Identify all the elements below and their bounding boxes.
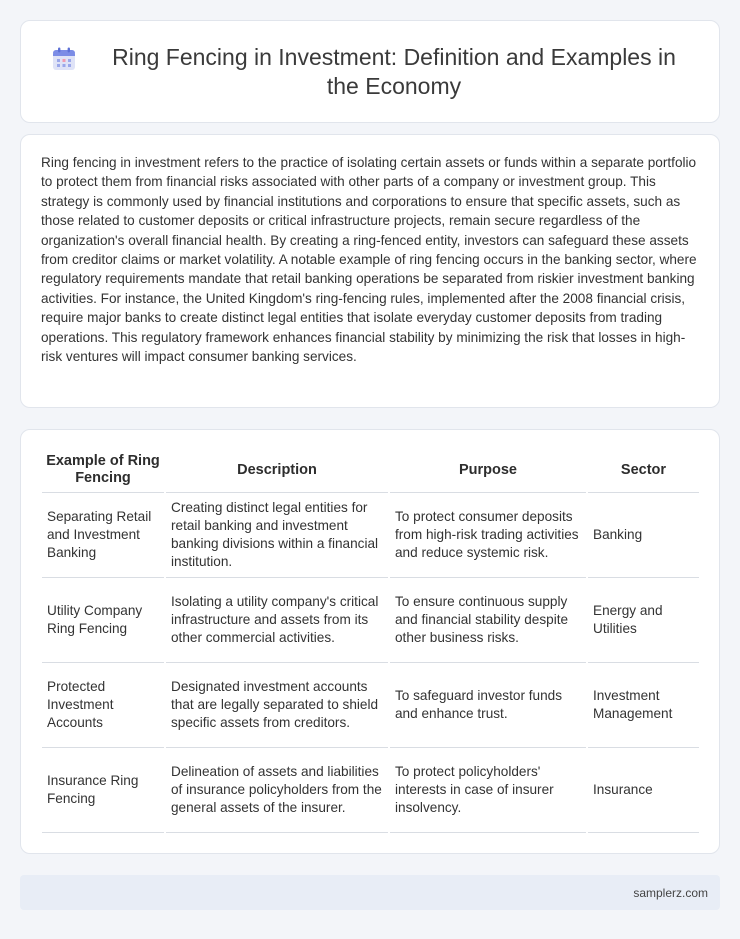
- calendar-icon: [51, 46, 77, 72]
- table-card: [20, 429, 720, 854]
- table-cell-purpose: To protect consumer deposits from high-risk trading activities and reduce systemic risk.: [389, 492, 587, 577]
- column-header: Sector: [587, 449, 699, 492]
- table-cell-description: Isolating a utility company's critical infrastructure and assets from its other commercial activities.: [165, 577, 389, 662]
- intro-paragraph: Ring fencing in investment refers to the practice of isolating certain assets or funds within a separate portfolio to protect them from financial risks associated with other parts of a company or investment group. This strategy is commonly used by financial institutions and corporations to ensure that specific assets, such as those related to customer deposits or critical infrastructure projects, remain secure regardless of the organization's overall financial health. By creating a ring-fenced entity, investors can safeguard these assets from creditor claims or market volatility. A notable example of ring fencing occurs in the banking sector, where regulatory requirements mandate that retail banking operations be separated from riskier investment banking activities. For instance, the United Kingdom's ring-fencing rules, implemented after the 2008 financial crisis, require major banks to create distinct legal entities that isolate everyday customer deposits from trading operations. This regulatory framework enhances financial stability by minimizing the risk that losses in high-risk ventures will impact consumer banking services.: [41, 155, 697, 365]
- column-header: Description: [165, 449, 389, 492]
- table-cell-sector: Insurance: [587, 747, 699, 832]
- table-row: [42, 492, 699, 577]
- table-cell-description: Designated investment accounts that are legally separated to shield specific assets from creditors.: [165, 662, 389, 747]
- table-cell-purpose: To ensure continuous supply and financial stability despite other business risks.: [389, 577, 587, 662]
- column-header: Example of Ring Fencing: [42, 449, 165, 492]
- table-cell-example: Utility Company Ring Fencing: [42, 577, 165, 662]
- table-cell-purpose: To safeguard investor funds and enhance trust.: [389, 662, 587, 747]
- table-cell-example: Separating Retail and Investment Banking: [42, 492, 165, 577]
- table-cell-sector: Banking: [587, 492, 699, 577]
- footer-bar: [20, 875, 720, 910]
- intro-card: [20, 134, 720, 408]
- page-title: Ring Fencing in Investment: Definition and Examples in the Economy: [112, 43, 676, 99]
- table-cell-sector: Energy and Utilities: [587, 577, 699, 662]
- table-row: [42, 662, 699, 747]
- column-header: Purpose: [389, 449, 587, 492]
- table-row: [42, 577, 699, 662]
- footer-site-link[interactable]: samplerz.com: [633, 885, 708, 900]
- table-cell-example: Insurance Ring Fencing: [42, 747, 165, 832]
- table-cell-sector: Investment Management: [587, 662, 699, 747]
- table-cell-description: Creating distinct legal entities for retail banking and investment banking divisions within a financial institution.: [165, 492, 389, 577]
- table-cell-example: Protected Investment Accounts: [42, 662, 165, 747]
- table-row: [42, 747, 699, 832]
- examples-table: [42, 449, 699, 833]
- table-cell-purpose: To protect policyholders' interests in case of insurer insolvency.: [389, 747, 587, 832]
- table-cell-description: Delineation of assets and liabilities of insurance policyholders from the general assets of the insurer.: [165, 747, 389, 832]
- title-card: [20, 20, 720, 123]
- table-header-row: [42, 449, 699, 492]
